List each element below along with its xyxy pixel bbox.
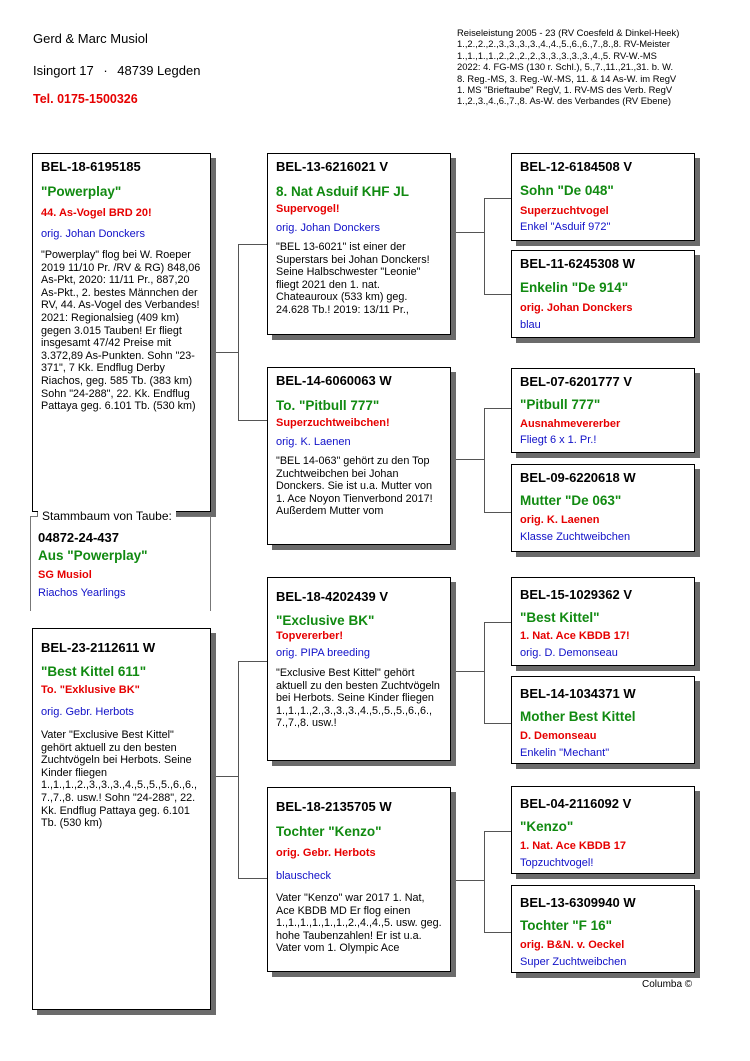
address-separator: · <box>103 63 108 78</box>
pigeon-origin: blauscheck <box>276 870 332 882</box>
pigeon-name: "Exclusive BK" <box>276 613 375 628</box>
pigeon-name: Mutter "De 063" <box>520 493 622 508</box>
connector-line <box>238 420 267 421</box>
ring-number: BEL-18-2135705 W <box>276 799 392 814</box>
pigeon-origin: Enkel "Asduif 972" <box>520 221 611 233</box>
ring-number: BEL-09-6220618 W <box>520 470 636 485</box>
pigeon-description: Vater "Exclusive Best Kittel" gehört aktuell zu den besten Zuchtvögeln bei Herbots. Seine Kinder fliegen 1.,1.,1.,2.,3.,3.,3.,4.,5.,5.,5.,6.,6., 7.,7.,8. usw.! Sohn "24-288", 22. Kk. Endflug Pattaya geg. 6.101 Tb. (530 km) <box>41 729 198 830</box>
pigeon-origin: orig. K. Laenen <box>276 436 351 448</box>
pigeon-name: Tochter "F 16" <box>520 918 613 933</box>
pigeon-name: "Kenzo" <box>520 819 574 834</box>
connector-line <box>238 244 239 420</box>
connector-line <box>238 661 239 878</box>
owner-phone: Tel. 0175-1500326 <box>33 92 138 106</box>
mother-card <box>32 628 211 1010</box>
pigeon-highlight: Topvererber! <box>276 630 344 642</box>
pigeon-highlight: 1. Nat. Ace KBDB 17! <box>520 630 630 642</box>
performance-line: 1. MS "Brieftaube" RegV, 1. RV-MS des Verb. RegV <box>457 84 673 96</box>
connector-line <box>484 831 511 832</box>
performance-line: 2022: 4. FG-MS (130 r. Schl.), 5.,7.,11.,21.,31. b. W. <box>457 61 674 73</box>
pigeon-highlight: SG Musiol <box>38 569 92 581</box>
software-credit: Columba © <box>642 979 693 990</box>
connector-line <box>451 459 484 460</box>
pigeon-name: Enkelin "De 914" <box>520 280 629 295</box>
pigeon-description: Vater "Kenzo" war 2017 1. Nat, Ace KBDB MD Er flog einen 1.,1.,1.,1.,1.,1.,2.,4.,4.,5. usw. geg. hohe Taubenzahlen! Er ist u.a. Vater vom 1. Olympic Ace <box>276 892 442 955</box>
pigeon-origin: Riachos Yearlings <box>38 587 126 599</box>
connector-line <box>238 661 267 662</box>
connector-line <box>484 622 485 723</box>
ring-number: BEL-13-6309940 W <box>520 895 636 910</box>
ring-number: BEL-13-6216021 V <box>276 159 389 174</box>
ring-number: BEL-07-6201777 V <box>520 374 633 389</box>
pigeon-description: "BEL 14-063" gehört zu den Top Zuchtweibchen bei Johan Donckers. Sie ist u.a. Mutter von 1. Ace Noyon Tienverbond 2017! Außerdem Mutter vom <box>276 455 433 518</box>
pigeon-origin: orig. PIPA breeding <box>276 647 370 659</box>
connector-line <box>484 294 511 295</box>
connector-line <box>484 622 511 623</box>
ring-number: BEL-18-6195185 <box>41 159 141 174</box>
pigeon-highlight: orig. B&N. v. Oeckel <box>520 939 625 951</box>
pigeon-origin: Super Zuchtweibchen <box>520 956 627 968</box>
connector-line <box>484 408 485 512</box>
great-grandparent-card <box>511 250 695 338</box>
pigeon-description: "Exclusive Best Kittel" gehört aktuell zu den besten Zuchtvögeln bei Herbots. Seine Kinder fliegen 1.,1.,1.,2.,3.,3.,3.,4.,5.,5.,5.,6.,6., 7.,7.,8. usw.! <box>276 667 440 730</box>
address-street: Isingort 17 <box>33 63 94 78</box>
performance-line: 8. Reg.-MS, 3. Reg.-W.-MS, 11. & 14 As-W. im RegV <box>457 72 677 84</box>
pigeon-description: "Powerplay" flog bei W. Roeper 2019 11/10 Pr. /RV & RG) 848,06 As-Pkt, 2020: 11/11 Pr., 887,20 As-Pkt., 2. bestes Männchen der RV, 44. As-Vogel des Verbandes! 2021: Regionalsieg (409 km) gegen 3.015 Tauben! Er fliegt insgesamt 47/42 Preise mit 3.372,89 As-Punkten. Sohn "23-371", 7 Kk. Endflug Derby Riachos, geg. 585 Tb. (383 km) Sohn "24-288", 22. Kk. Endflug Pattaya geg. 6.101 Tb. (530 km) <box>41 249 201 413</box>
pigeon-name: Mother Best Kittel <box>520 709 636 724</box>
ring-number: BEL-15-1029362 V <box>520 587 633 602</box>
connector-line <box>451 671 484 672</box>
pigeon-highlight: orig. Gebr. Herbots <box>276 847 376 859</box>
great-grandparent-card <box>511 368 695 453</box>
pigeon-origin: Topzuchtvogel! <box>520 857 594 869</box>
performance-line: 1.,2.,2.,2.,3.,3.,3.,3.,4.,4.,5.,6.,6.,7.,8.,8. RV-Meister <box>457 38 670 50</box>
pigeon-highlight: orig. Johan Donckers <box>520 302 633 314</box>
pigeon-name: "Powerplay" <box>41 184 122 199</box>
connector-line <box>484 512 511 513</box>
pigeon-name: "Pitbull 777" <box>520 397 601 412</box>
ring-number: BEL-04-2116092 V <box>520 796 632 811</box>
performance-line: Reiseleistung 2005 - 23 (RV Coesfeld & Dinkel-Heek) <box>457 27 680 38</box>
pigeon-highlight: To. "Exklusive BK" <box>41 684 140 696</box>
pigeon-name: Aus "Powerplay" <box>38 548 148 563</box>
performance-line: 1.,2.,3.,4.,6.,7.,8. As-W. des Verbandes (RV Ebene) <box>457 95 672 107</box>
connector-line <box>451 880 484 881</box>
pigeon-origin: orig. Johan Donckers <box>276 222 380 234</box>
connector-line <box>238 244 267 245</box>
pigeon-origin: orig. Gebr. Herbots <box>41 706 134 718</box>
address-city: 48739 Legden <box>117 63 201 78</box>
connector-line <box>484 198 511 199</box>
performance-line: 1.,1.,1.,1.,2.,2.,2.,2.,3.,3.,3.,3.,3.,4.,5. RV-W.-MS <box>457 49 657 61</box>
granddam-maternal-card <box>267 787 451 972</box>
subject-card <box>38 530 208 599</box>
pigeon-origin: Klasse Zuchtweibchen <box>520 531 631 543</box>
great-grandparent-card <box>511 676 695 764</box>
pigeon-name: 8. Nat Asduif KHF JL <box>276 184 410 199</box>
ring-number: BEL-14-1034371 W <box>520 686 636 701</box>
great-grandparent-card <box>511 153 695 241</box>
father-card <box>32 153 211 512</box>
grandsire-maternal-card <box>267 577 451 761</box>
pigeon-highlight: Superzuchtweibchen! <box>276 417 390 429</box>
connector-line <box>238 878 267 879</box>
pigeon-description: "BEL 13-6021" ist einer der Superstars bei Johan Donckers! Seine Halbschwester "Leonie" fliegt 2021 den 1. nat. Chateauroux (533 km) geg. 24.628 Tb.! 2019: 13/11 Pr., <box>276 241 430 316</box>
pigeon-highlight: 1. Nat. Ace KBDB 17 <box>520 840 626 852</box>
pigeon-origin: blau <box>520 319 541 331</box>
ring-number: BEL-18-4202439 V <box>276 589 389 604</box>
owner-address <box>33 63 200 78</box>
connector-line <box>484 198 485 294</box>
pigeon-highlight: D. Demonseau <box>520 730 597 742</box>
pigeon-origin: Fliegt 6 x 1. Pr.! <box>520 434 597 446</box>
connector-line <box>211 352 238 353</box>
pigeon-highlight: orig. K. Laenen <box>520 514 600 526</box>
granddam-paternal-card <box>267 367 451 545</box>
great-grandparent-card <box>511 577 695 666</box>
connector-line <box>484 723 511 724</box>
connector-line <box>211 776 238 777</box>
pigeon-name: Sohn "De 048" <box>520 183 614 198</box>
ring-number: BEL-14-6060063 W <box>276 373 392 388</box>
pigeon-highlight: Ausnahmevererber <box>520 418 621 430</box>
pigeon-name: To. "Pitbull 777" <box>276 398 380 413</box>
pigeon-highlight: Supervogel! <box>276 203 340 215</box>
pigeon-highlight: Superzuchtvogel <box>520 205 609 217</box>
ring-number: BEL-11-6245308 W <box>520 256 635 271</box>
pigeon-origin: orig. Johan Donckers <box>41 228 145 240</box>
connector-line <box>451 232 484 233</box>
pigeon-origin: Enkelin "Mechant" <box>520 747 610 759</box>
pedigree-label: Stammbaum von Taube: <box>38 509 176 523</box>
grandsire-paternal-card <box>267 153 451 335</box>
pigeon-name: "Best Kittel 611" <box>41 664 147 679</box>
ring-number: BEL-23-2112611 W <box>41 640 156 655</box>
connector-line <box>484 831 485 932</box>
connector-line <box>484 408 511 409</box>
ring-number: BEL-12-6184508 V <box>520 159 633 174</box>
pigeon-origin: orig. D. Demonseau <box>520 647 618 659</box>
pigeon-highlight: 44. As-Vogel BRD 20! <box>41 207 152 219</box>
connector-line <box>484 932 511 933</box>
owner-name: Gerd & Marc Musiol <box>33 31 148 46</box>
pigeon-name: Tochter "Kenzo" <box>276 824 382 839</box>
great-grandparent-card <box>511 786 695 874</box>
ring-number: 04872-24-437 <box>38 530 119 545</box>
great-grandparent-card <box>511 885 695 973</box>
performance-summary <box>457 27 742 107</box>
great-grandparent-card <box>511 464 695 552</box>
pigeon-name: "Best Kittel" <box>520 610 600 625</box>
